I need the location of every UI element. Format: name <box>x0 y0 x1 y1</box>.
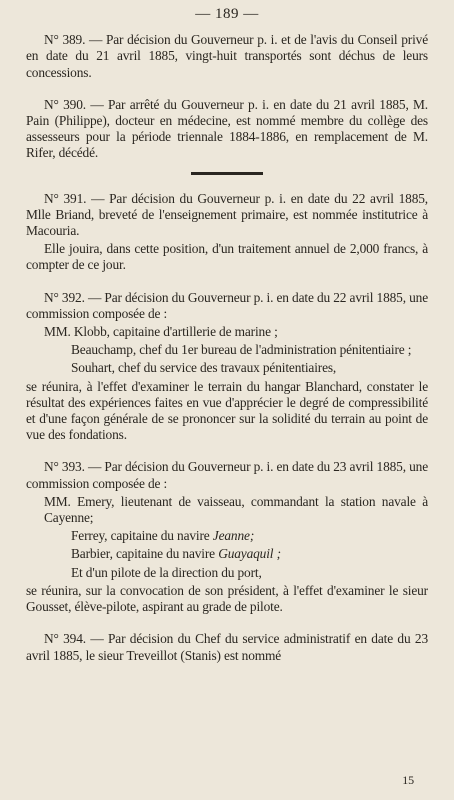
entry-393 <box>26 459 428 615</box>
entry-389 <box>26 32 428 81</box>
member-line: MM. Klobb, capitaine d'artillerie de marine ; <box>44 324 278 340</box>
entry-394 <box>26 631 428 663</box>
entry-text: N° 391. — Par décision du Gouverneur p. i. en date du 22 avril 1885, Mlle Briand, breveté de l'enseignement primaire, est nommée institutrice à Macouria. <box>26 190 428 239</box>
entry-text: N° 389. — Par décision du Gouverneur p. i. et de l'avis du Conseil privé en date du 21 avril 1885, vingt-huit transportés sont déchus de leurs concessions. <box>26 32 428 80</box>
member-line: Et d'un pilote de la direction du port, <box>71 564 262 580</box>
entry-intro: N° 393. — Par décision du Gouverneur p. i. en date du 23 avril 1885, une commission composée de : <box>26 459 428 491</box>
entry-intro: N° 392. — Par décision du Gouverneur p. i. en date du 22 avril 1885, une commission composée de : <box>26 289 428 321</box>
member-line <box>26 528 428 544</box>
member-line: Souhart, chef du service des travaux pénitentiaires, <box>71 360 337 376</box>
member-text: Barbier, capitaine du navire <box>71 546 219 562</box>
member-line: MM. Emery, lieutenant de vaisseau, commandant la station navale à Cayenne; <box>44 493 428 526</box>
section-separator <box>191 172 263 175</box>
entry-390 <box>26 97 428 162</box>
entry-conclusion: se réunira, sur la convocation de son président, à l'effet d'examiner le sieur Gousset, élève-pilote, aspirant au grade de pilote. <box>26 582 428 615</box>
member-line <box>26 546 428 562</box>
entry-text: Elle jouira, dans cette position, d'un traitement annuel de 2,000 francs, à compter de ce jour. <box>26 241 428 273</box>
entry-392 <box>26 290 428 444</box>
member-line: Beauchamp, chef du 1er bureau de l'administration pénitentiaire ; <box>71 342 412 358</box>
entry-text: N° 390. — Par arrêté du Gouverneur p. i. en date du 21 avril 1885, M. Pain (Philippe), docteur en médecine, est nommé membre du collège des assesseurs pour la période triennale 1884-1886, en remplacement de M. Rifer, décédé. <box>26 96 428 161</box>
signature-mark: 15 <box>402 772 414 787</box>
ship-name: Guayaquil ; <box>218 546 281 562</box>
entry-text: N° 394. — Par décision du Chef du service administratif en date du 23 avril 1885, le sieur Treveillot (Stanis) est nommé <box>26 631 428 663</box>
page-number: — 189 — <box>195 6 259 22</box>
entry-391 <box>26 191 428 274</box>
member-text: Ferrey, capitaine du navire <box>71 528 213 544</box>
ship-name: Jeanne; <box>212 528 255 544</box>
entry-conclusion: se réunira, à l'effet d'examiner le terrain du hangar Blanchard, constater le résultat des expériences faites en vue d'apprécier le degré de compressibilité et d'une façon générale de se prononcer sur la solidité du terrain au point de vue des fondations. <box>26 378 428 443</box>
